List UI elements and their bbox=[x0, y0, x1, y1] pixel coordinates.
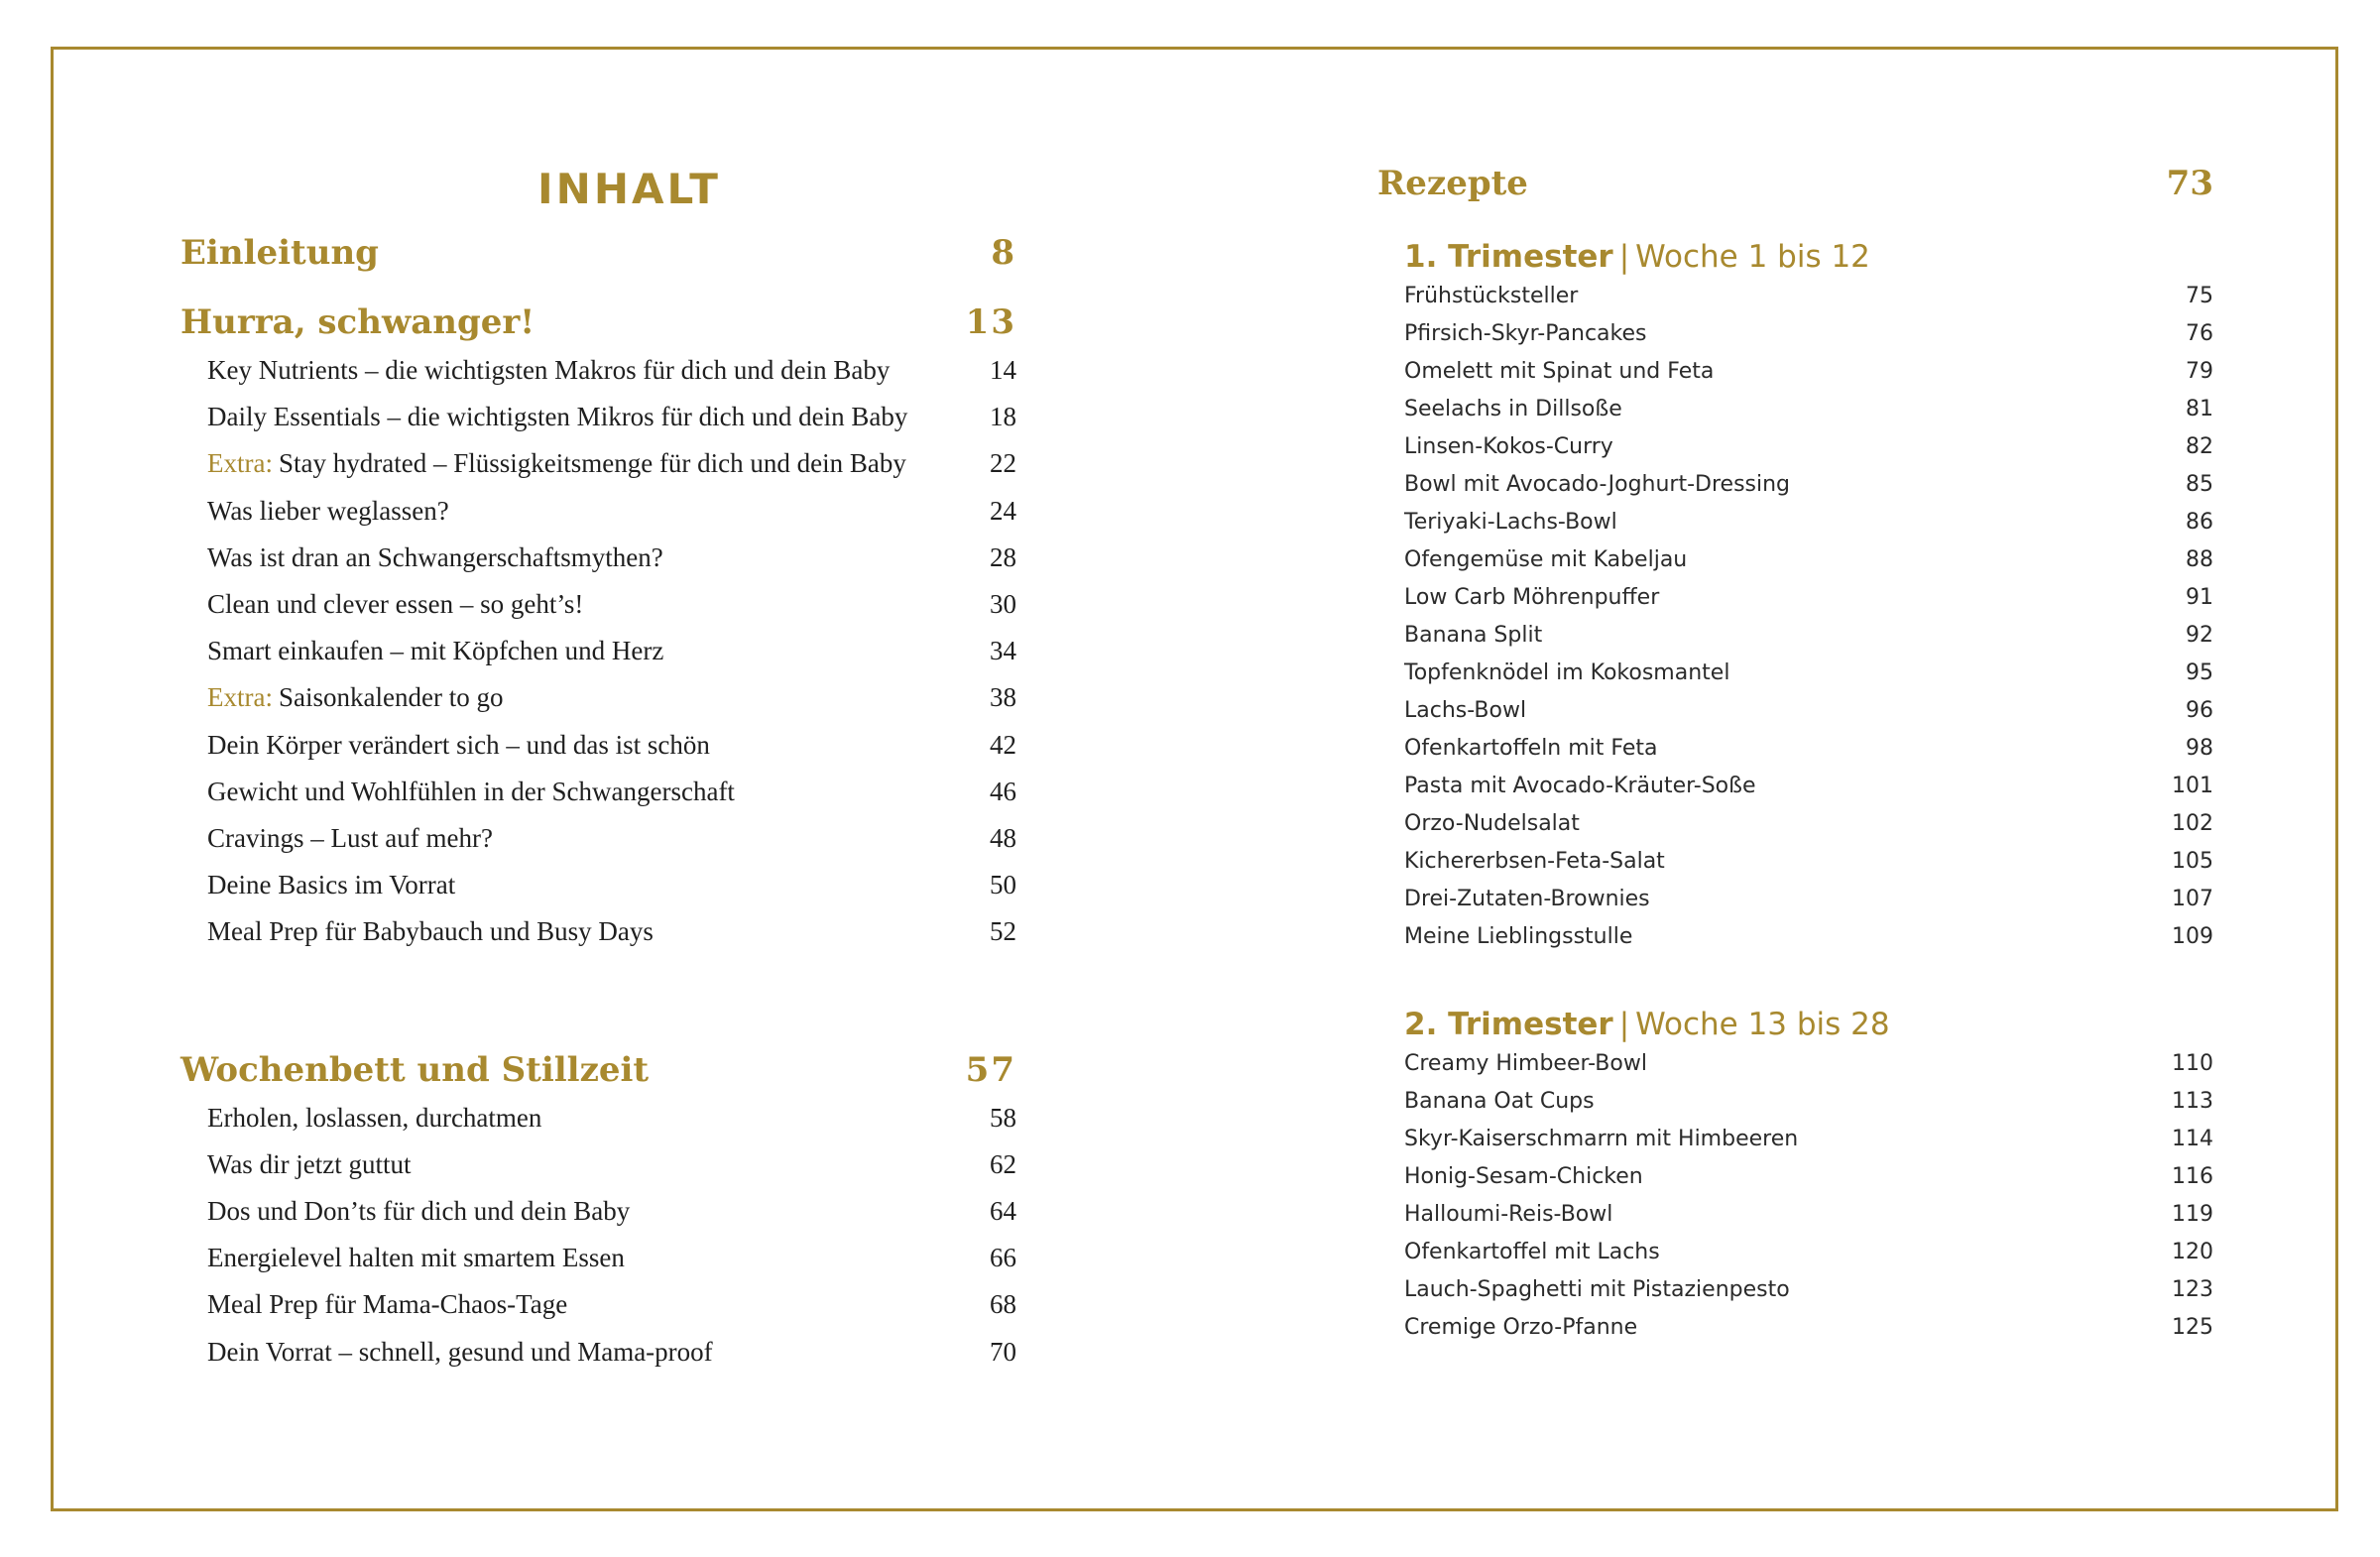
recipe-name: Bowl mit Avocado-Joghurt-Dressing bbox=[1404, 472, 1791, 497]
toc-entry-page: 38 bbox=[990, 682, 1016, 713]
recipe-name: Low Carb Möhrenpuffer bbox=[1404, 585, 1660, 610]
toc-entry-title: Clean und clever essen – so geht’s! bbox=[207, 589, 584, 620]
toc-entry-title: Saisonkalender to go bbox=[278, 682, 504, 713]
recipe-name: Pasta mit Avocado-Kräuter-Soße bbox=[1404, 774, 1756, 798]
recipe-entry[interactable] bbox=[1377, 692, 2213, 730]
recipe-name: Lachs-Bowl bbox=[1404, 698, 1527, 723]
recipes-heading-page: 73 bbox=[2166, 164, 2213, 203]
toc-entry-text bbox=[207, 908, 654, 955]
toc-entry-page: 66 bbox=[990, 1243, 1016, 1273]
section-title: Wochenbett und Stillzeit bbox=[180, 1049, 650, 1090]
toc-entry-title: Cravings – Lust auf mehr? bbox=[207, 823, 493, 854]
trimester-list bbox=[1377, 236, 2213, 1347]
toc-entry[interactable] bbox=[180, 440, 1016, 487]
recipe-entry[interactable] bbox=[1377, 1158, 2213, 1196]
recipe-entry[interactable] bbox=[1377, 617, 2213, 655]
recipes-heading-title: Rezepte bbox=[1377, 164, 1528, 203]
toc-entry-title: Stay hydrated – Flüssigkeitsmenge für dich und dein Baby bbox=[278, 448, 906, 479]
toc-entry[interactable] bbox=[180, 628, 1016, 674]
trimester-label: 1. Trimester bbox=[1404, 239, 1613, 275]
recipe-name: Honig-Sesam-Chicken bbox=[1404, 1164, 1643, 1189]
recipe-page: 123 bbox=[2172, 1277, 2213, 1302]
toc-entry[interactable] bbox=[180, 674, 1016, 721]
recipe-page: 110 bbox=[2172, 1051, 2213, 1076]
recipe-name: Banana Oat Cups bbox=[1404, 1089, 1595, 1114]
toc-entry-text bbox=[207, 722, 710, 769]
toc-entry[interactable] bbox=[180, 1281, 1016, 1328]
recipe-page: 79 bbox=[2186, 359, 2213, 384]
recipe-entry[interactable] bbox=[1377, 918, 2213, 956]
toc-entry-title: Dein Vorrat – schnell, gesund und Mama-proof bbox=[207, 1336, 713, 1367]
recipe-name: Ofenkartoffel mit Lachs bbox=[1404, 1240, 1660, 1264]
toc-entry-text bbox=[207, 1235, 625, 1281]
recipe-page: 75 bbox=[2186, 284, 2213, 308]
toc-entry-text bbox=[207, 347, 890, 394]
toc-entry-title: Deine Basics im Vorrat bbox=[207, 870, 456, 900]
toc-entry-title: Was lieber weglassen? bbox=[207, 495, 449, 526]
toc-entry-text bbox=[207, 674, 503, 721]
recipe-name: Creamy Himbeer-Bowl bbox=[1404, 1051, 1647, 1076]
recipes-heading[interactable] bbox=[1377, 159, 2213, 208]
recipe-page: 98 bbox=[2186, 736, 2213, 761]
recipe-name: Teriyaki-Lachs-Bowl bbox=[1404, 510, 1617, 535]
toc-entry[interactable] bbox=[180, 1141, 1016, 1188]
recipe-page: 86 bbox=[2186, 510, 2213, 535]
trimester-heading[interactable] bbox=[1377, 236, 2213, 278]
recipe-page: 116 bbox=[2172, 1164, 2213, 1189]
recipe-page: 107 bbox=[2172, 887, 2213, 911]
recipe-name: Ofengemüse mit Kabeljau bbox=[1404, 547, 1688, 572]
recipe-entry[interactable] bbox=[1377, 730, 2213, 768]
toc-entry[interactable] bbox=[180, 815, 1016, 862]
toc-entry-page: 22 bbox=[990, 448, 1016, 479]
toc-entry[interactable] bbox=[180, 769, 1016, 815]
toc-entry-title: Meal Prep für Mama-Chaos-Tage bbox=[207, 1289, 568, 1320]
toc-entry[interactable] bbox=[180, 862, 1016, 908]
recipe-name: Drei-Zutaten-Brownies bbox=[1404, 887, 1650, 911]
toc-entry-page: 50 bbox=[990, 870, 1016, 900]
toc-entry-title: Dein Körper verändert sich – und das ist schön bbox=[207, 729, 710, 760]
recipe-entry[interactable] bbox=[1377, 278, 2213, 315]
section-heading[interactable] bbox=[180, 298, 1016, 347]
recipe-name: Topfenknödel im Kokosmantel bbox=[1404, 660, 1730, 685]
toc-entry-page: 18 bbox=[990, 402, 1016, 432]
toc-entry-text bbox=[207, 1095, 541, 1141]
toc-entry-title: Was ist dran an Schwangerschaftsmythen? bbox=[207, 541, 663, 572]
trimester-separator: | bbox=[1618, 1007, 1630, 1042]
recipe-name: Ofenkartoffeln mit Feta bbox=[1404, 736, 1658, 761]
recipe-name: Omelett mit Spinat und Feta bbox=[1404, 359, 1715, 384]
toc-entry[interactable] bbox=[180, 1188, 1016, 1235]
recipe-entry[interactable] bbox=[1377, 541, 2213, 579]
recipe-name: Halloumi-Reis-Bowl bbox=[1404, 1202, 1613, 1227]
recipe-entry[interactable] bbox=[1377, 504, 2213, 541]
toc-entry-page: 42 bbox=[990, 729, 1016, 760]
toc-entry-text bbox=[207, 769, 735, 815]
toc-entry[interactable] bbox=[180, 722, 1016, 769]
recipe-entry[interactable] bbox=[1377, 353, 2213, 391]
recipe-entry[interactable] bbox=[1377, 1234, 2213, 1271]
section-page: 57 bbox=[965, 1049, 1016, 1090]
toc-entry-text bbox=[207, 1141, 412, 1188]
recipe-page: 113 bbox=[2172, 1089, 2213, 1114]
recipe-page: 76 bbox=[2186, 321, 2213, 346]
recipe-entry[interactable] bbox=[1377, 315, 2213, 353]
recipe-entry[interactable] bbox=[1377, 655, 2213, 692]
recipe-entry[interactable] bbox=[1377, 843, 2213, 881]
toc-entry-text bbox=[207, 1281, 567, 1328]
recipe-entry[interactable] bbox=[1377, 1083, 2213, 1121]
toc-entry-title: Dos und Don’ts für dich und dein Baby bbox=[207, 1196, 631, 1227]
recipe-entry[interactable] bbox=[1377, 768, 2213, 805]
recipe-name: Orzo-Nudelsalat bbox=[1404, 811, 1580, 836]
recipe-name: Linsen-Kokos-Curry bbox=[1404, 434, 1613, 459]
recipe-entry[interactable] bbox=[1377, 579, 2213, 617]
left-sections bbox=[180, 228, 1016, 1376]
toc-left-column bbox=[180, 159, 1016, 1376]
extra-label: Extra: bbox=[207, 448, 273, 479]
recipe-page: 85 bbox=[2186, 472, 2213, 497]
section-title: Hurra, schwanger! bbox=[180, 302, 536, 342]
recipe-name: Cremige Orzo-Pfanne bbox=[1404, 1315, 1638, 1340]
recipe-page: 88 bbox=[2186, 547, 2213, 572]
recipe-entry[interactable] bbox=[1377, 428, 2213, 466]
toc-entry-title: Was dir jetzt guttut bbox=[207, 1148, 412, 1179]
recipe-entry[interactable] bbox=[1377, 1045, 2213, 1083]
recipe-entry[interactable] bbox=[1377, 466, 2213, 504]
recipe-page: 105 bbox=[2172, 849, 2213, 874]
toc-entry-text bbox=[207, 628, 663, 674]
recipe-page: 82 bbox=[2186, 434, 2213, 459]
toc-entry[interactable] bbox=[180, 535, 1016, 581]
section-heading[interactable] bbox=[180, 1045, 1016, 1095]
recipe-name: Pfirsich-Skyr-Pancakes bbox=[1404, 321, 1647, 346]
toc-title: INHALT bbox=[537, 165, 721, 213]
section-heading[interactable] bbox=[180, 228, 1016, 278]
toc-entry-page: 24 bbox=[990, 495, 1016, 526]
recipe-page: 109 bbox=[2172, 924, 2213, 949]
recipe-name: Lauch-Spaghetti mit Pistazienpesto bbox=[1404, 1277, 1790, 1302]
toc-entry-title: Key Nutrients – die wichtigsten Makros für dich und dein Baby bbox=[207, 355, 891, 385]
toc-entry-text bbox=[207, 862, 455, 908]
toc-entry-title: Smart einkaufen – mit Köpfchen und Herz bbox=[207, 636, 664, 666]
toc-entry-title: Daily Essentials – die wichtigsten Mikros für dich und dein Baby bbox=[207, 402, 908, 432]
toc-entry-text bbox=[207, 488, 449, 535]
recipe-page: 92 bbox=[2186, 623, 2213, 648]
recipe-name: Seelachs in Dillsoße bbox=[1404, 397, 1622, 421]
toc-entry-page: 64 bbox=[990, 1196, 1016, 1227]
recipe-page: 81 bbox=[2186, 397, 2213, 421]
toc-entry[interactable] bbox=[180, 347, 1016, 394]
section-page: 13 bbox=[965, 302, 1016, 342]
recipe-page: 101 bbox=[2172, 774, 2213, 798]
toc-entry-page: 52 bbox=[990, 916, 1016, 947]
recipe-page: 114 bbox=[2172, 1127, 2213, 1151]
recipe-name: Meine Lieblingsstulle bbox=[1404, 924, 1633, 949]
toc-entry-text bbox=[207, 394, 907, 440]
recipe-page: 125 bbox=[2172, 1315, 2213, 1340]
recipe-entry[interactable] bbox=[1377, 1121, 2213, 1158]
toc-entry-text bbox=[207, 440, 906, 487]
section-title: Einleitung bbox=[180, 233, 379, 273]
toc-right-column bbox=[1377, 159, 2213, 1347]
toc-entry-page: 68 bbox=[990, 1289, 1016, 1320]
toc-entry-page: 58 bbox=[990, 1102, 1016, 1133]
recipe-entry[interactable] bbox=[1377, 1196, 2213, 1234]
extra-label: Extra: bbox=[207, 682, 273, 713]
toc-entry[interactable] bbox=[180, 1095, 1016, 1141]
toc-entry-text bbox=[207, 1329, 713, 1376]
recipe-name: Kichererbsen-Feta-Salat bbox=[1404, 849, 1665, 874]
toc-entry-page: 46 bbox=[990, 776, 1016, 806]
recipe-entry[interactable] bbox=[1377, 881, 2213, 918]
toc-entry-title: Gewicht und Wohlfühlen in der Schwangerschaft bbox=[207, 776, 735, 806]
toc-entry-text bbox=[207, 535, 663, 581]
toc-entry-text bbox=[207, 581, 583, 628]
trimester-label: 2. Trimester bbox=[1404, 1007, 1613, 1042]
toc-entry[interactable] bbox=[180, 1329, 1016, 1376]
toc-entry-title: Erholen, loslassen, durchatmen bbox=[207, 1102, 542, 1133]
trimester-weeks: Woche 1 bis 12 bbox=[1635, 239, 1870, 275]
toc-entry[interactable] bbox=[180, 488, 1016, 535]
recipe-page: 120 bbox=[2172, 1240, 2213, 1264]
toc-entry-title: Meal Prep für Babybauch und Busy Days bbox=[207, 916, 654, 947]
recipe-entry[interactable] bbox=[1377, 1271, 2213, 1309]
recipe-entry[interactable] bbox=[1377, 1309, 2213, 1347]
recipe-name: Banana Split bbox=[1404, 623, 1543, 648]
toc-entry-page: 28 bbox=[990, 541, 1016, 572]
toc-entry-text bbox=[207, 815, 493, 862]
toc-entry[interactable] bbox=[180, 1235, 1016, 1281]
recipe-page: 119 bbox=[2172, 1202, 2213, 1227]
toc-entry-page: 62 bbox=[990, 1148, 1016, 1179]
recipe-page: 95 bbox=[2186, 660, 2213, 685]
toc-entry-text bbox=[207, 1188, 630, 1235]
toc-entry[interactable] bbox=[180, 908, 1016, 955]
recipe-name: Frühstücksteller bbox=[1404, 284, 1579, 308]
toc-entry-page: 34 bbox=[990, 636, 1016, 666]
toc-entry-page: 14 bbox=[990, 355, 1016, 385]
trimester-heading[interactable] bbox=[1377, 1004, 2213, 1045]
recipe-page: 102 bbox=[2172, 811, 2213, 836]
recipe-page: 91 bbox=[2186, 585, 2213, 610]
toc-entry-title: Energielevel halten mit smartem Essen bbox=[207, 1243, 625, 1273]
toc-entry-page: 70 bbox=[990, 1336, 1016, 1367]
recipe-entry[interactable] bbox=[1377, 805, 2213, 843]
toc-entry[interactable] bbox=[180, 394, 1016, 440]
trimester-separator: | bbox=[1618, 239, 1630, 275]
toc-entry[interactable] bbox=[180, 581, 1016, 628]
recipe-page: 96 bbox=[2186, 698, 2213, 723]
toc-entry-page: 30 bbox=[990, 589, 1016, 620]
trimester-weeks: Woche 13 bis 28 bbox=[1635, 1007, 1890, 1042]
recipe-name: Skyr-Kaiserschmarrn mit Himbeeren bbox=[1404, 1127, 1799, 1151]
section-page: 8 bbox=[991, 233, 1016, 273]
toc-entry-page: 48 bbox=[990, 823, 1016, 854]
recipe-entry[interactable] bbox=[1377, 391, 2213, 428]
